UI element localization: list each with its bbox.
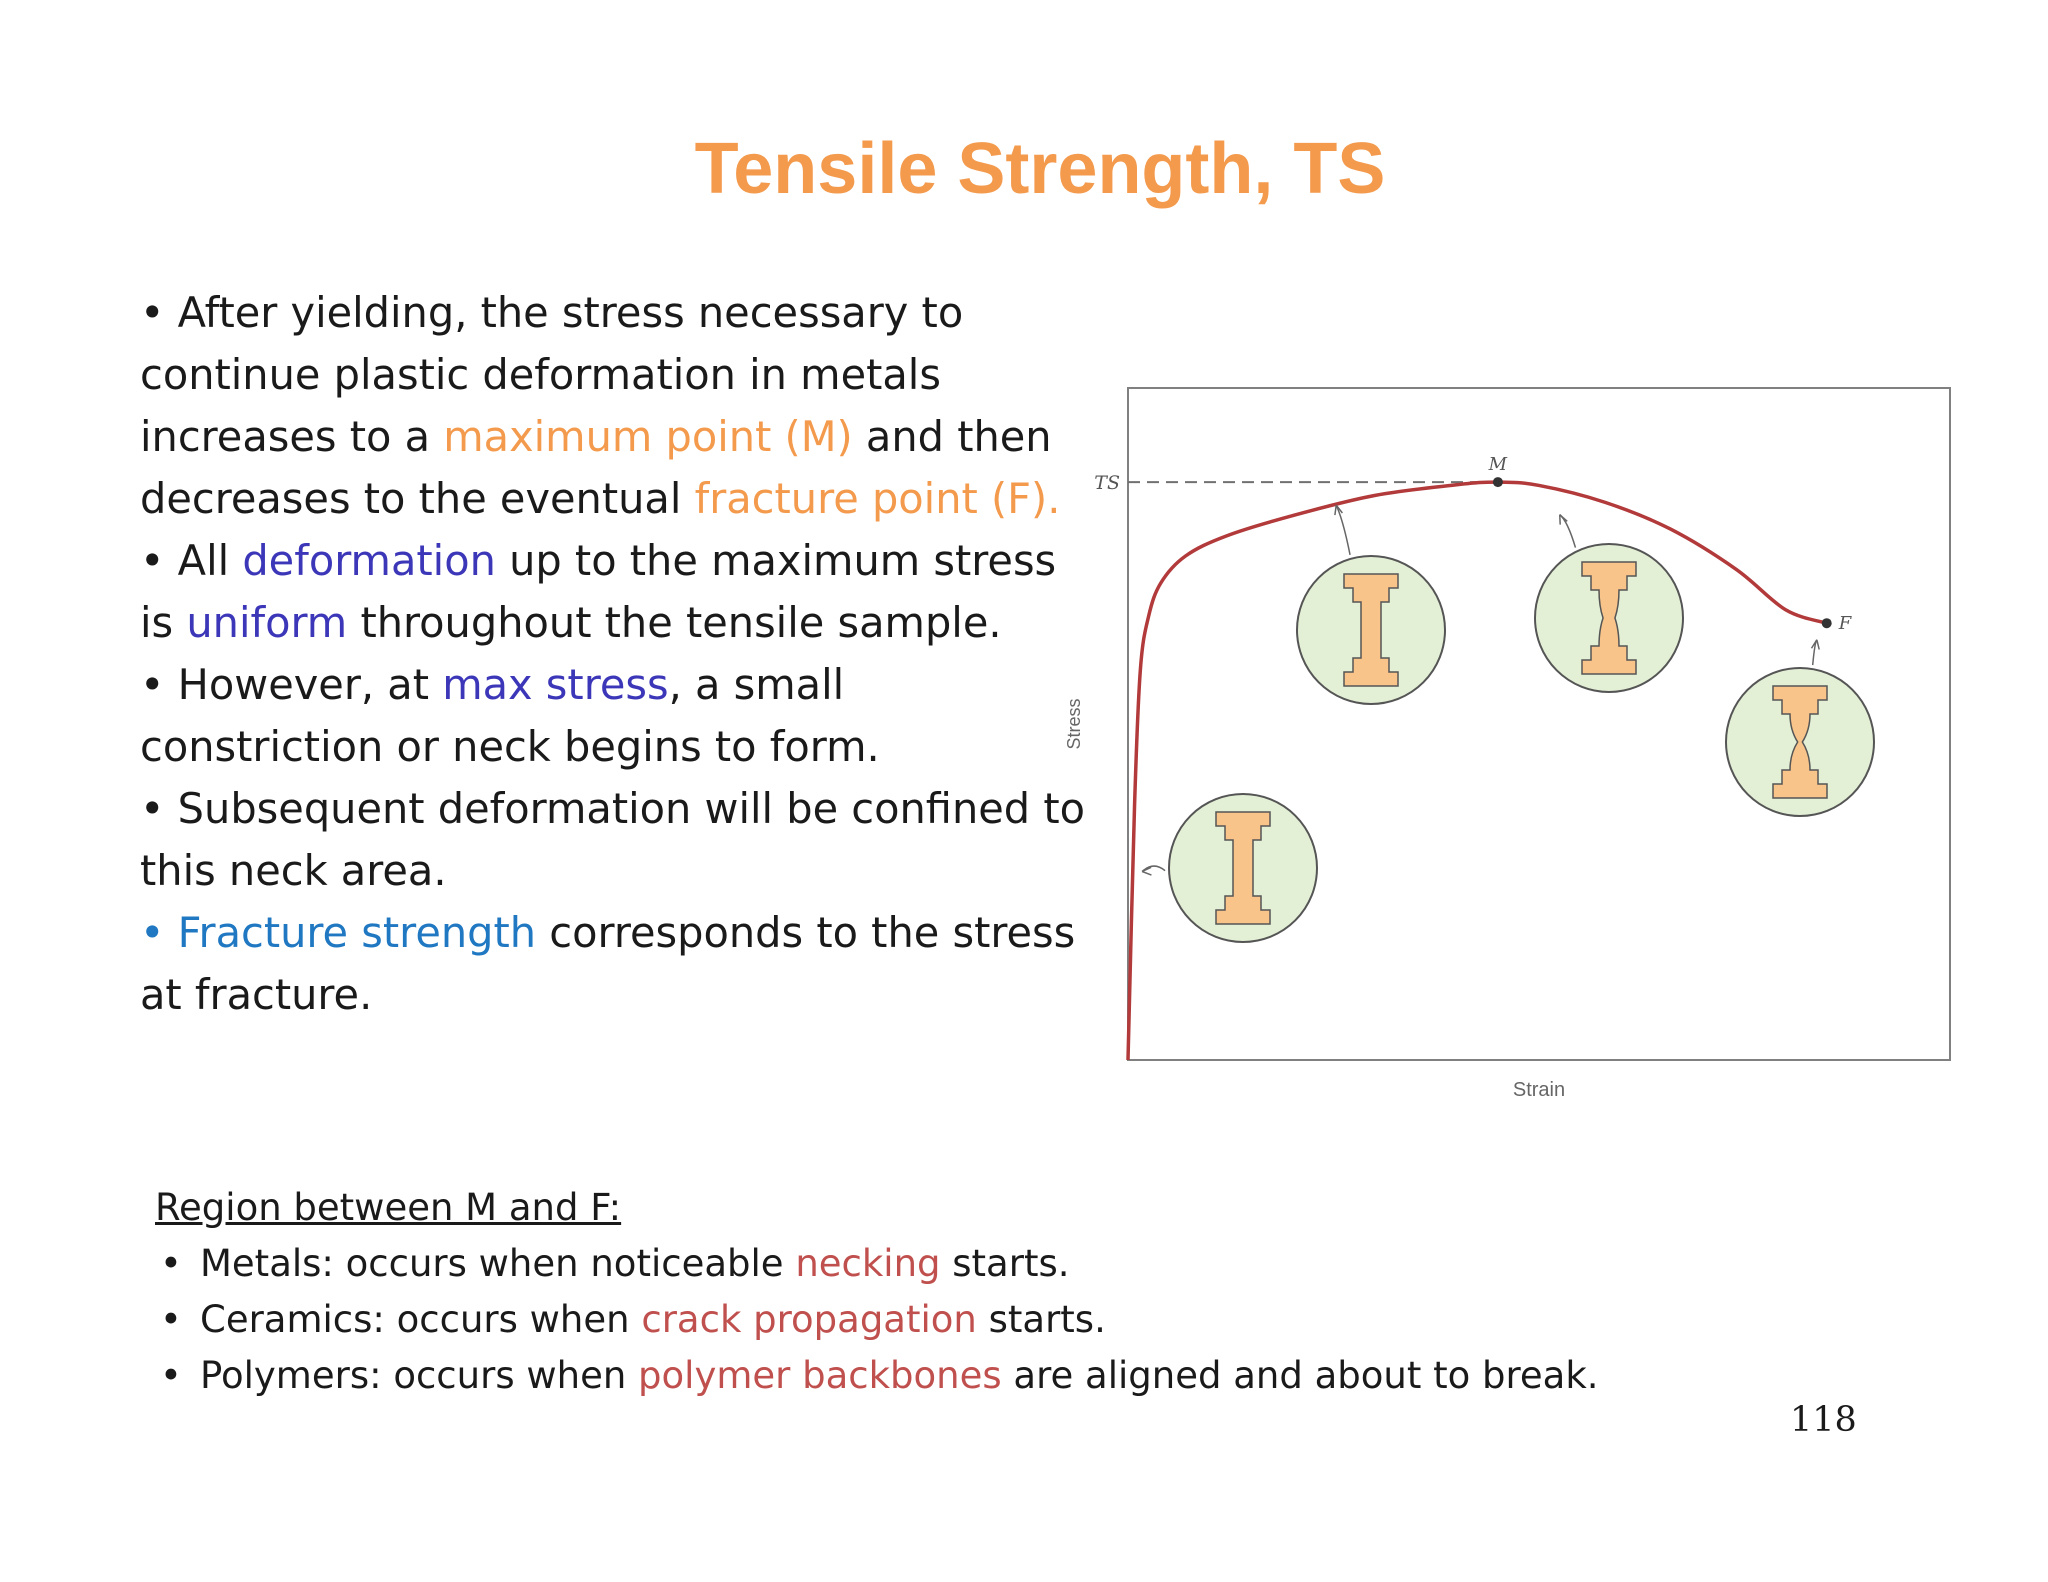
bullet-text-segment: , a small constriction or neck begins to form. xyxy=(140,660,880,771)
y-axis-label: Stress xyxy=(1064,698,1084,750)
region-pre-text: Metals: occurs when noticeable xyxy=(200,1242,796,1285)
region-bullet: • xyxy=(160,1298,182,1341)
region-post-text: starts. xyxy=(976,1298,1106,1341)
region-bullet: • xyxy=(160,1354,182,1397)
region-post-text: are aligned and about to break. xyxy=(1001,1354,1599,1397)
fracture-point-marker xyxy=(1822,618,1832,628)
region-pre-text: Polymers: occurs when xyxy=(200,1354,639,1397)
bullet-text-segment: However, at xyxy=(164,660,443,709)
bullet-dot: • xyxy=(140,536,165,585)
bullet-list xyxy=(140,282,1100,1026)
stress-strain-chart xyxy=(1060,380,1960,1110)
max-point-marker xyxy=(1493,477,1503,487)
region-highlight-text: polymer backbones xyxy=(638,1354,1002,1397)
bullet-paragraph xyxy=(140,902,1100,1026)
region-pre-text: Ceramics: occurs when xyxy=(200,1298,642,1341)
bullet-paragraph xyxy=(140,778,1100,902)
bullet-text-segment: throughout the tensile sample. xyxy=(347,598,1002,647)
bullet-text-segment: maximum point (M) xyxy=(443,412,853,461)
region-list-item xyxy=(155,1236,1755,1292)
max-point-label: M xyxy=(1488,454,1508,476)
bullet-text-segment: After yielding, the stress necessary to continue plastic deformation in metals increases to a xyxy=(140,288,964,461)
region-section xyxy=(155,1180,1755,1404)
region-bullet: • xyxy=(160,1242,182,1285)
bullet-text-segment: fracture point (F). xyxy=(694,474,1061,523)
region-highlight-text: crack propagation xyxy=(641,1298,977,1341)
bullet-text-segment: up to the maximum stress is xyxy=(140,536,1057,647)
bullet-text-segment: corresponds to the stress at fracture. xyxy=(140,908,1076,1019)
region-post-text: starts. xyxy=(940,1242,1070,1285)
fracture-point-label: F xyxy=(1838,613,1852,635)
region-list xyxy=(155,1236,1755,1404)
ts-label: TS xyxy=(1094,472,1120,495)
x-axis-label: Strain xyxy=(1512,1079,1566,1101)
bullet-text-segment: uniform xyxy=(186,598,348,647)
region-heading: Region between M and F: xyxy=(155,1186,622,1229)
bullet-dot: • xyxy=(140,288,165,337)
bullet-text-segment: and then decreases to the eventual xyxy=(140,412,1052,523)
chart-svg xyxy=(1060,380,1960,1110)
region-list-item xyxy=(155,1292,1755,1348)
slide-title: Tensile Strength, TS xyxy=(694,129,1386,209)
bullet-paragraph xyxy=(140,282,1100,530)
bullet-text-segment: Fracture strength xyxy=(164,908,537,957)
region-highlight-text: necking xyxy=(795,1242,941,1285)
bullet-dot: • xyxy=(140,908,165,957)
bullet-text-segment: max stress xyxy=(442,660,669,709)
bullet-dot: • xyxy=(140,660,165,709)
bullet-paragraph xyxy=(140,530,1100,654)
bullet-text-segment: Subsequent deformation will be confined to this neck area. xyxy=(140,784,1085,895)
bullet-paragraph xyxy=(140,654,1100,778)
page-number: 118 xyxy=(1790,1400,1857,1440)
bullet-text-segment: All xyxy=(164,536,243,585)
bullet-text-segment: deformation xyxy=(242,536,496,585)
bullet-dot: • xyxy=(140,784,165,833)
region-list-item xyxy=(155,1348,1755,1404)
